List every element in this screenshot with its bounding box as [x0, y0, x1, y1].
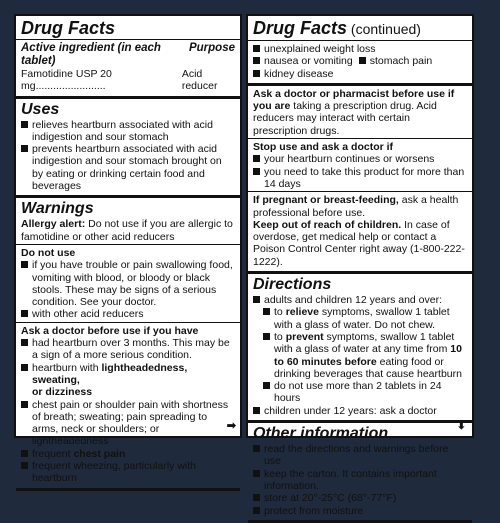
panel-title: Drug Facts	[21, 18, 116, 38]
bullet-icon	[21, 339, 28, 346]
bullet-icon	[359, 57, 366, 64]
bullet-icon	[253, 70, 260, 77]
left-panel	[14, 14, 242, 485]
bullet-icon	[253, 45, 260, 52]
ask-pharmacist: Ask a doctor or pharmacist before use if you are taking a prescription drug. Acid reducers may interact with certain prescription drugs.	[253, 87, 455, 137]
ingredient-row	[21, 68, 235, 93]
list-item: unexplained weight loss	[253, 43, 376, 55]
allergy-alert: Allergy alert: Do not use if you are allergic to famotidine or other acid reducers	[21, 218, 233, 243]
other-information-header: Other information	[253, 425, 389, 443]
list-item: to relieve symptoms, swallow 1 tablet with a glass of water. Do not chew.	[263, 306, 467, 331]
bullet-icon	[253, 57, 260, 64]
bullet-icon	[253, 407, 260, 414]
list-item: chest pain or shoulder pain with shortness of breath; sweating; pain spreading to arms, neck or shoulders; or lightheadedness	[21, 399, 235, 448]
bullet-icon	[253, 445, 260, 452]
list-item: children under 12 years: ask a doctor	[253, 405, 467, 417]
list-item: heartburn with lightheadedness, sweating,	[21, 362, 235, 387]
ingredient: Famotidine USP 20 mg........................	[21, 68, 112, 93]
continue-down-arrow-icon: ⬇	[456, 420, 466, 432]
list-item: do not use more than 2 tablets in 24 hours	[263, 380, 467, 405]
list-item: frequent chest pain	[21, 448, 235, 460]
directions-section	[248, 274, 472, 423]
list-item: prevents heartburn associated with acid indigestion and sour stomach brought on by eating or drinking certain food and beverages	[21, 143, 235, 192]
bullet-icon	[253, 494, 260, 501]
keep-out-of-reach: Keep out of reach of children. In case of overdose, get medical help or contact a Poison Control Center right away (1-800-222-1222).	[253, 218, 465, 268]
list-item: had heartburn over 3 months. This may be a sign of a more serious condition.	[21, 337, 235, 362]
active-ingredient-section	[16, 16, 240, 99]
list-item: you need to take this product for more than 14 days	[253, 166, 467, 191]
list-item: adults and children 12 years and over:	[253, 294, 467, 306]
list-item: relieves heartburn associated with acid indigestion and sour stomach	[21, 119, 235, 144]
list-item: to prevent symptoms, swallow 1 tablet with a glass of water at any time from 10 to 60 minutes before eating food or drinking beverages that cause heartburn	[263, 331, 467, 380]
panel-title: Drug Facts (continued)	[253, 18, 421, 38]
bullet-icon	[253, 168, 260, 175]
list-item: stomach pain	[359, 55, 432, 67]
bullet-icon	[253, 296, 260, 303]
warnings-header: Warnings	[21, 200, 94, 218]
bullet-icon	[263, 308, 270, 315]
list-item: protect from moisture	[253, 505, 467, 517]
list-item: frequent wheezing, particularly with heartburn	[21, 460, 235, 485]
list-item: your heartburn continues or worsens	[253, 153, 467, 165]
bullet-icon	[21, 261, 28, 268]
list-item: kidney disease	[253, 68, 333, 80]
continued-section	[248, 16, 472, 86]
bullet-icon	[21, 450, 28, 457]
continued-list	[253, 43, 467, 80]
pregnancy-warning: If pregnant or breast-feeding, ask a health professional before use.	[253, 194, 459, 219]
active-ingredient-header: Active ingredient (in each tablet) Purpose	[21, 42, 235, 67]
list-item: with other acid reducers	[21, 308, 235, 320]
purpose: Acid reducer	[181, 68, 218, 93]
list-item: store at 20°-25°C (68°-77°F)	[253, 492, 467, 504]
directions-header: Directions	[253, 276, 332, 294]
bullet-icon	[253, 470, 260, 477]
list-item: nausea or vomiting	[253, 55, 353, 67]
bullet-icon	[253, 507, 260, 514]
bullet-icon	[263, 333, 270, 340]
bullet-icon	[21, 310, 28, 317]
bullet-icon	[21, 401, 28, 408]
continue-arrow-icon: ➡	[226, 420, 236, 432]
uses-section	[16, 99, 240, 199]
bullet-icon	[21, 364, 28, 371]
stop-use-header: Stop use and ask a doctor if	[253, 141, 394, 154]
right-panel	[246, 14, 474, 517]
bullet-icon	[21, 145, 28, 152]
ask-pharmacist-section	[248, 86, 472, 274]
bullet-icon	[21, 121, 28, 128]
bullet-icon	[253, 155, 260, 162]
bullet-icon	[263, 382, 270, 389]
do-not-use-header: Do not use	[21, 246, 76, 259]
list-item: read the directions and warnings before use	[253, 443, 467, 468]
list-item: keep the carton. It contains important information.	[253, 468, 467, 493]
bullet-icon	[21, 462, 28, 469]
warnings-section	[16, 198, 240, 490]
ask-doctor-header: Ask a doctor before use if you have	[21, 324, 199, 337]
uses-header: Uses	[21, 100, 60, 118]
list-item: if you have trouble or pain swallowing food, vomiting with blood, or bloody or black stools. These may be signs of a serious condition. See your doctor.	[21, 259, 235, 308]
list-item: or dizziness	[32, 386, 93, 399]
other-information-section	[248, 423, 472, 523]
